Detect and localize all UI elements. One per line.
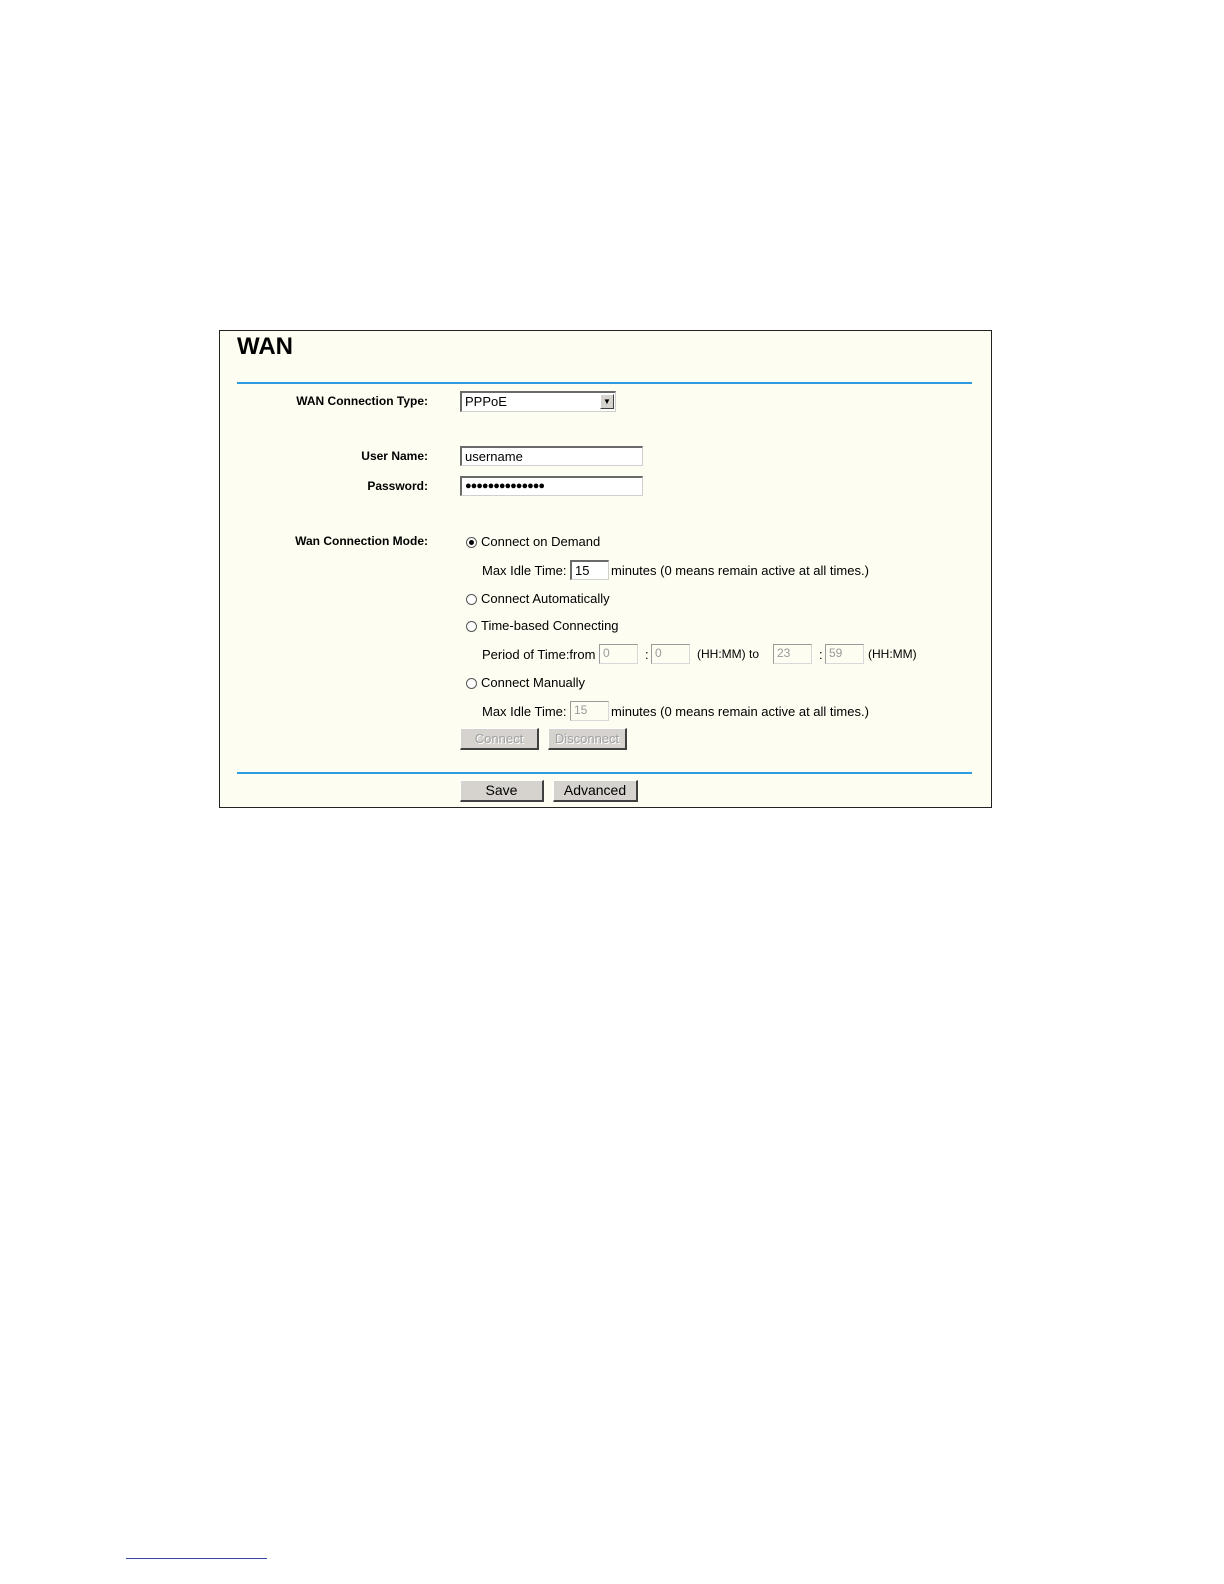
- connect-automatically-label: Connect Automatically: [481, 591, 610, 606]
- save-button[interactable]: Save: [460, 780, 544, 802]
- time-based-label: Time-based Connecting: [481, 618, 619, 633]
- wan-panel: [219, 330, 992, 808]
- radio-time-based[interactable]: [466, 621, 477, 632]
- radio-connect-manually[interactable]: [466, 678, 477, 689]
- connection-mode-label: Wan Connection Mode:: [295, 534, 428, 548]
- footnote-separator: [126, 1558, 267, 1559]
- manual-idle-label: Max Idle Time:: [482, 704, 567, 719]
- on-demand-idle-suffix: minutes (0 means remain active at all times.): [611, 563, 869, 578]
- chevron-down-icon[interactable]: ▼: [600, 394, 614, 409]
- password-label: Password:: [367, 479, 428, 493]
- manual-idle-input[interactable]: 15: [570, 701, 609, 721]
- manual-idle-suffix: minutes (0 means remain active at all times.): [611, 704, 869, 719]
- period-label: Period of Time:from: [482, 647, 596, 662]
- disconnect-button[interactable]: Disconnect: [548, 728, 627, 750]
- connection-type-label: WAN Connection Type:: [296, 394, 428, 408]
- time-colon-2: :: [819, 647, 823, 662]
- connect-manually-label: Connect Manually: [481, 675, 586, 690]
- to-hour-input[interactable]: 23: [773, 644, 812, 664]
- username-field[interactable]: username: [460, 446, 643, 466]
- from-hour-input[interactable]: 0: [599, 644, 638, 664]
- password-field[interactable]: ●●●●●●●●●●●●●●: [460, 476, 643, 496]
- on-demand-idle-label: Max Idle Time:: [482, 563, 567, 578]
- username-label: User Name:: [361, 449, 428, 463]
- to-text: (HH:MM) to: [697, 647, 759, 661]
- radio-connect-on-demand[interactable]: [466, 537, 477, 548]
- radio-connect-automatically[interactable]: [466, 594, 477, 605]
- connect-on-demand-label: Connect on Demand: [481, 534, 601, 549]
- connect-button[interactable]: Connect: [460, 728, 539, 750]
- on-demand-idle-input[interactable]: 15: [570, 560, 609, 580]
- connection-type-select[interactable]: [460, 391, 616, 412]
- advanced-button[interactable]: Advanced: [553, 780, 638, 802]
- top-divider: [237, 382, 972, 384]
- time-colon-1: :: [645, 647, 649, 662]
- to-minute-input[interactable]: 59: [825, 644, 864, 664]
- bottom-divider: [237, 772, 972, 774]
- radio-selected-dot: [469, 540, 474, 545]
- end-text: (HH:MM): [868, 647, 917, 661]
- page-title: WAN: [237, 333, 293, 360]
- connection-type-value: PPPoE: [465, 394, 507, 409]
- from-minute-input[interactable]: 0: [651, 644, 690, 664]
